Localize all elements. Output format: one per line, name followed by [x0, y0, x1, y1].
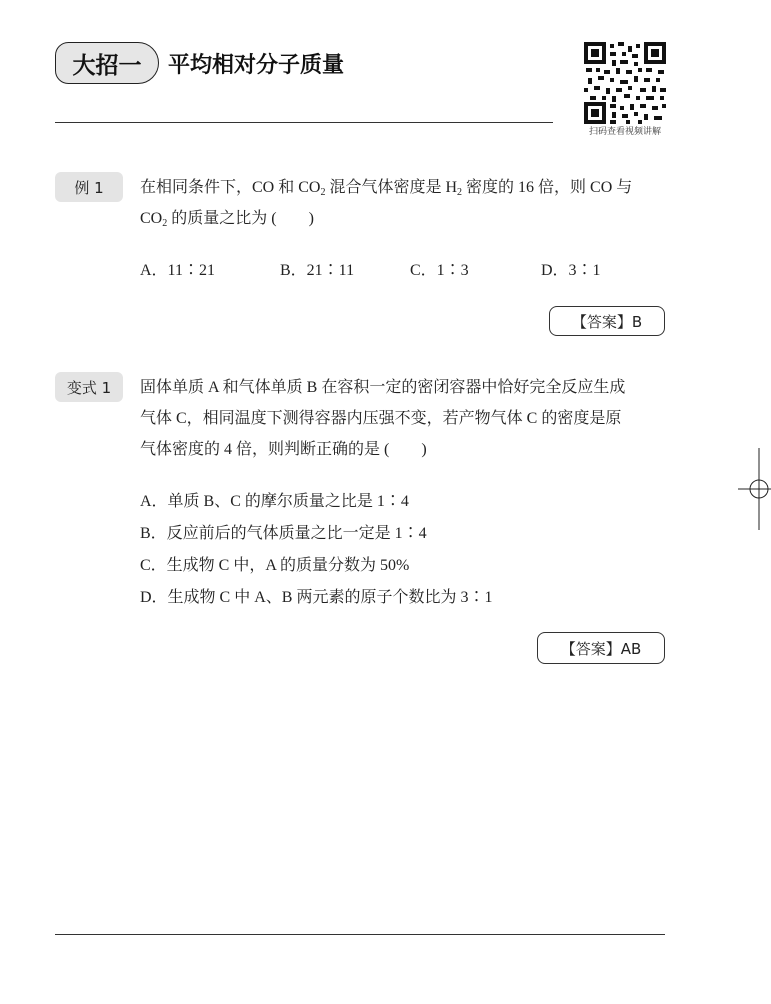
example-1-line-1: [140, 172, 670, 203]
q-text-seg: 混合气体密度是 H: [325, 179, 458, 196]
variant-1-label: 变式 1: [55, 372, 123, 402]
subscript: 2: [320, 187, 326, 198]
example-1-option-c[interactable]: C．1∶3: [410, 262, 469, 279]
qr-code-icon[interactable]: [584, 42, 666, 124]
variant-1-option-a[interactable]: A．单质 B、C 的摩尔质量之比是 1∶4: [140, 493, 409, 510]
variant-1-option-d[interactable]: D．生成物 C 中 A、B 两元素的原子个数比为 3∶1: [140, 589, 493, 606]
section-tab-label: 大招一: [72, 52, 142, 79]
example-1-option-a[interactable]: A．11∶21: [140, 262, 215, 279]
example-1-line-2: [140, 203, 670, 234]
example-1-question: [140, 172, 670, 234]
header-divider: [55, 122, 553, 123]
q-text-seg: 的质量之比为 ( ): [167, 210, 314, 227]
variant-1-line-1: 固体单质 A 和气体单质 B 在容积一定的密闭容器中恰好完全反应生成: [140, 379, 626, 396]
page-title: 平均相对分子质量: [168, 53, 345, 78]
example-1-option-d[interactable]: D．3∶1: [541, 262, 601, 279]
example-1-option-b[interactable]: B．21∶11: [280, 262, 355, 279]
registration-mark-icon: [738, 448, 771, 530]
example-1-label: 例 1: [55, 172, 123, 202]
variant-1-question: [140, 372, 670, 465]
variant-1-option-b[interactable]: B．反应前后的气体质量之比一定是 1∶4: [140, 525, 427, 542]
variant-1-option-c[interactable]: C．生成物 C 中，A 的质量分数为 50%: [140, 557, 410, 574]
variant-1-line-3: 气体密度的 4 倍，则判断正确的是 ( ): [140, 441, 427, 458]
variant-1-answer[interactable]: 【答案】AB: [537, 632, 665, 664]
q-text-seg: 密度的 16 倍，则 CO 与: [462, 179, 633, 196]
subscript: 2: [162, 218, 168, 229]
footer-divider: [55, 934, 665, 935]
subscript: 2: [457, 187, 463, 198]
qr-caption: 扫码查看视频讲解: [588, 127, 661, 137]
variant-1-line-2: 气体 C，相同温度下测得容器内压强不变，若产物气体 C 的密度是原: [140, 410, 622, 427]
q-text-seg: 在相同条件下，CO 和 CO: [140, 179, 321, 196]
example-1-answer[interactable]: 【答案】B: [549, 306, 665, 336]
section-tab: [55, 42, 159, 84]
q-text-seg: CO: [140, 210, 163, 227]
